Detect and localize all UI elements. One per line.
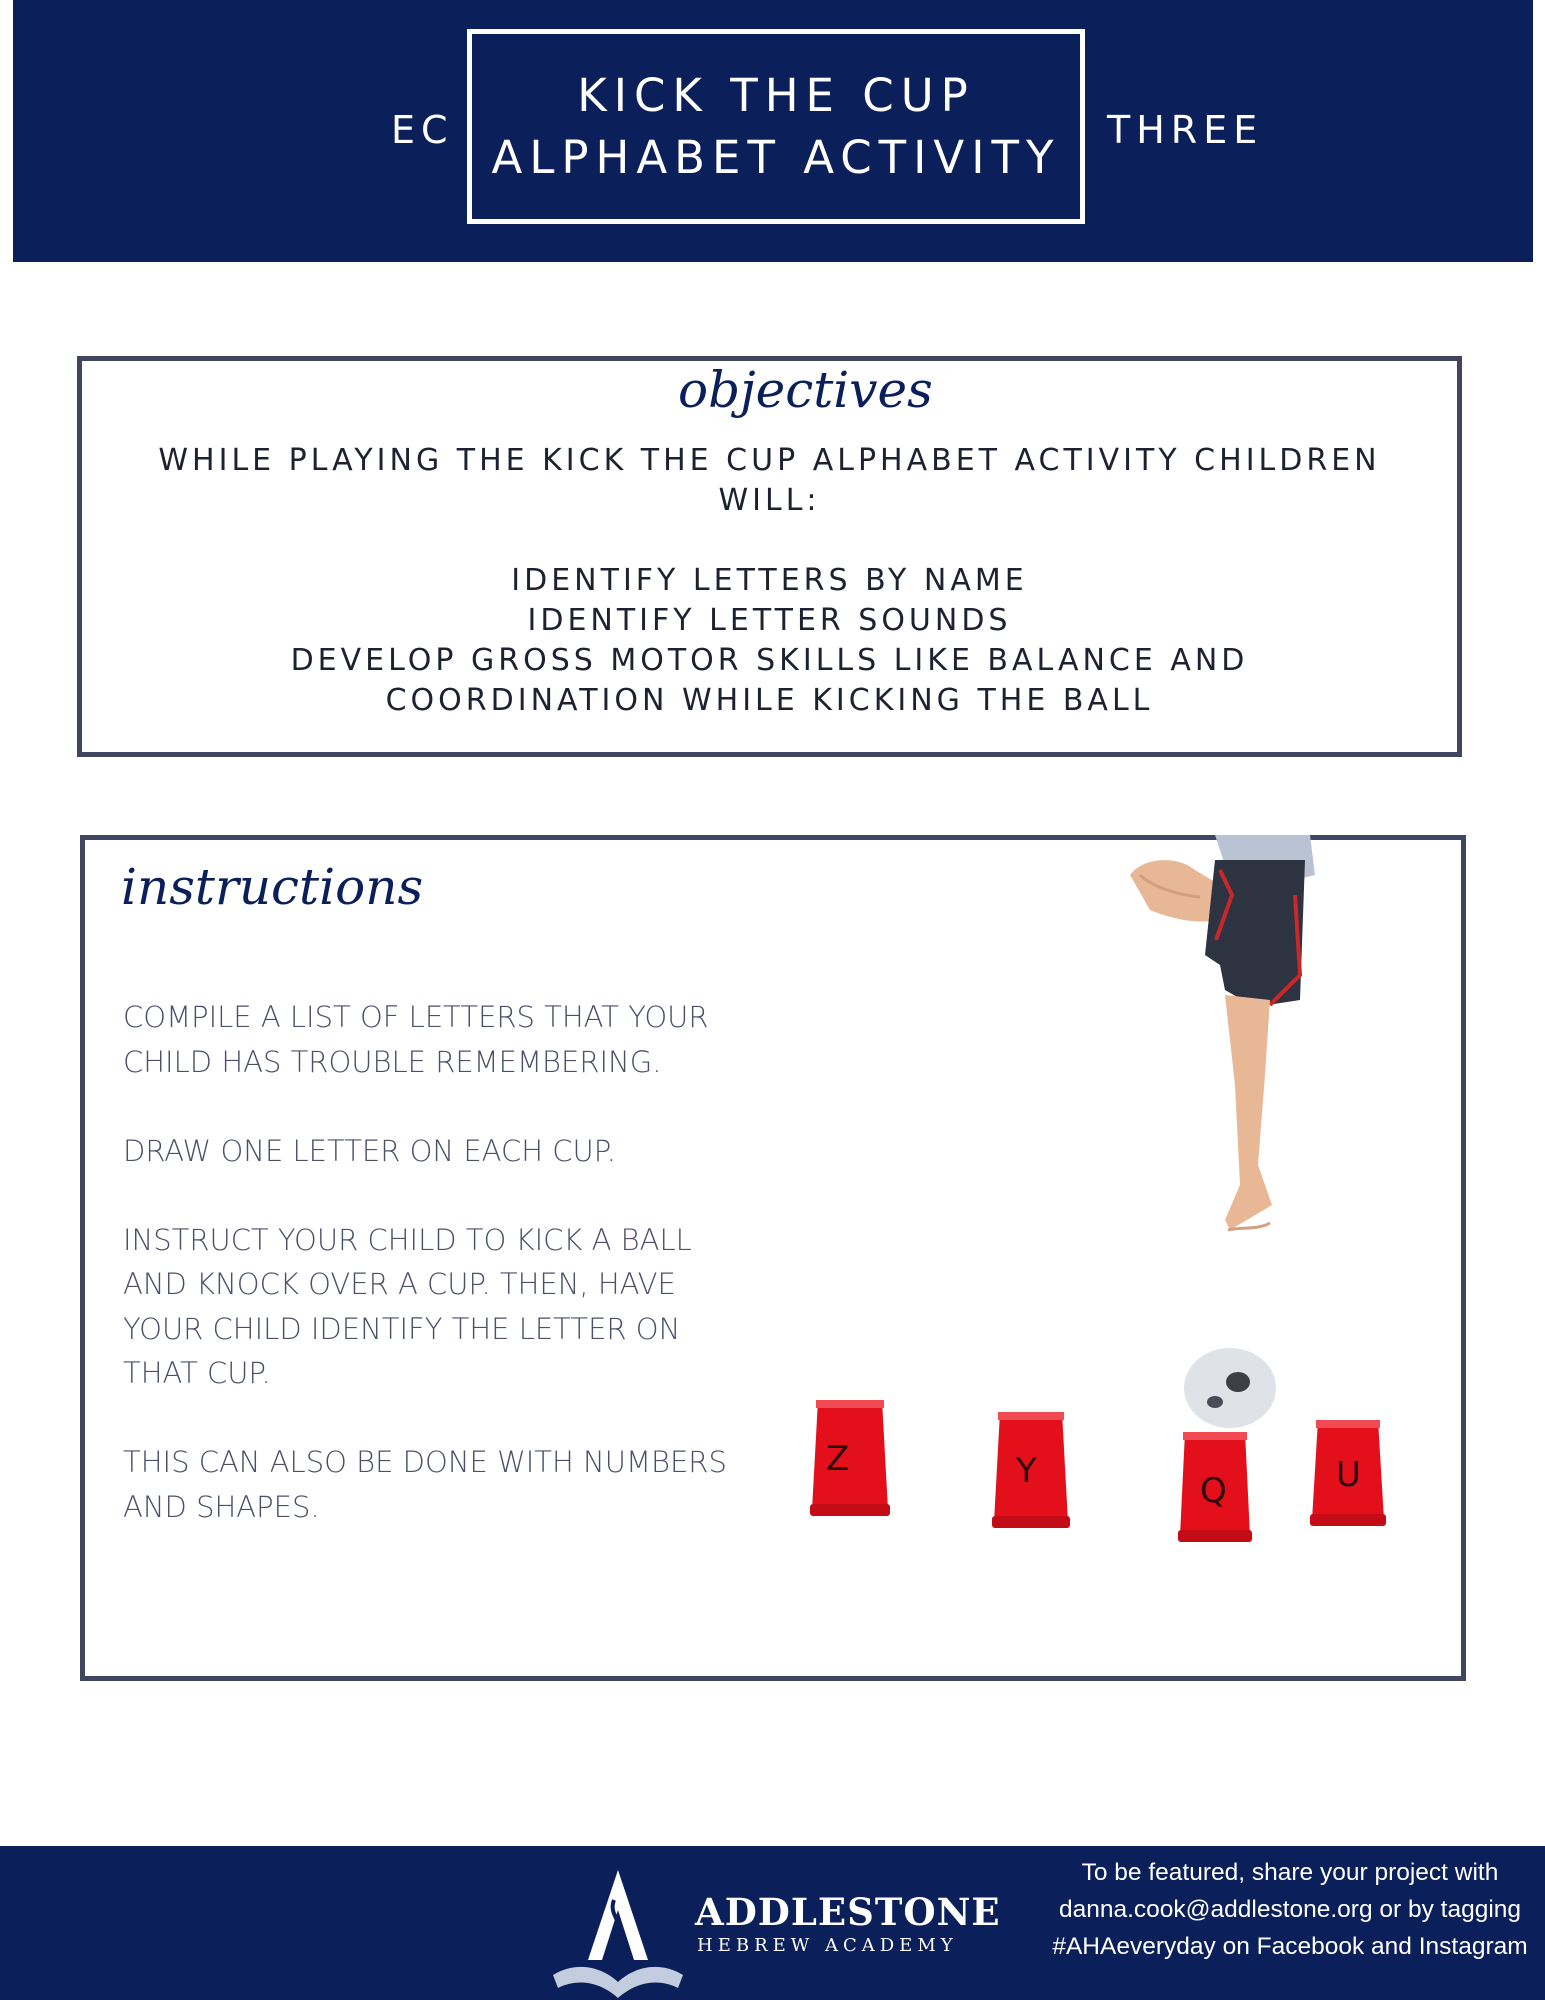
objective-item: DEVELOP GROSS MOTOR SKILLS LIKE BALANCE AND COORDINATION WHILE KICKING THE BALL [290, 643, 1249, 718]
brand-subtitle: HEBREW ACADEMY [697, 1935, 958, 1956]
objective-item: IDENTIFY LETTER SOUNDS [527, 603, 1012, 638]
instructions-list [123, 995, 743, 1574]
header-left-tag: EC [391, 108, 454, 152]
cup-letter: Y [1016, 1451, 1037, 1491]
title-box [467, 29, 1085, 224]
brand-name: ADDLESTONE [695, 1890, 1001, 1934]
footer-banner [0, 1846, 1545, 2000]
instruction-step: DRAW ONE LETTER ON EACH CUP. [123, 1133, 616, 1168]
cups-photo [790, 1340, 1410, 1560]
title-line-2: ALPHABET ACTIVITY [491, 130, 1061, 184]
instruction-step: INSTRUCT YOUR CHILD TO KICK A BALL AND KNOCK OVER A CUP. THEN, HAVE YOUR CHILD IDENTIFY THE LETTER ON THAT CUP. [123, 1222, 692, 1390]
objective-item: IDENTIFY LETTERS BY NAME [511, 563, 1028, 598]
objectives-box [77, 356, 1462, 757]
cup-letter: U [1336, 1455, 1361, 1495]
instructions-heading: instructions [115, 858, 429, 916]
instruction-step: COMPILE A LIST OF LETTERS THAT YOUR CHILD HAS TROUBLE REMEMBERING. [123, 1000, 709, 1079]
objectives-heading: objectives [672, 361, 939, 419]
objectives-text [112, 441, 1427, 721]
child-kicking-photo [1120, 835, 1320, 1235]
objectives-intro: WHILE PLAYING THE KICK THE CUP ALPHABET ACTIVITY CHILDREN WILL: [158, 443, 1381, 518]
header-right-tag: THREE [1107, 108, 1264, 152]
school-logo-icon [548, 1860, 688, 2000]
title-line-1: KICK THE CUP [577, 68, 975, 122]
cup-letter: Q [1200, 1471, 1227, 1511]
header-banner [13, 0, 1533, 262]
footer-share-note: To be featured, share your project with danna.cook@addlestone.org or by tagging #AHAeveryday on Facebook and Instagram [1052, 1859, 1528, 1960]
cup-letter: Z [826, 1439, 850, 1479]
instruction-step: THIS CAN ALSO BE DONE WITH NUMBERS AND SHAPES. [123, 1445, 727, 1524]
